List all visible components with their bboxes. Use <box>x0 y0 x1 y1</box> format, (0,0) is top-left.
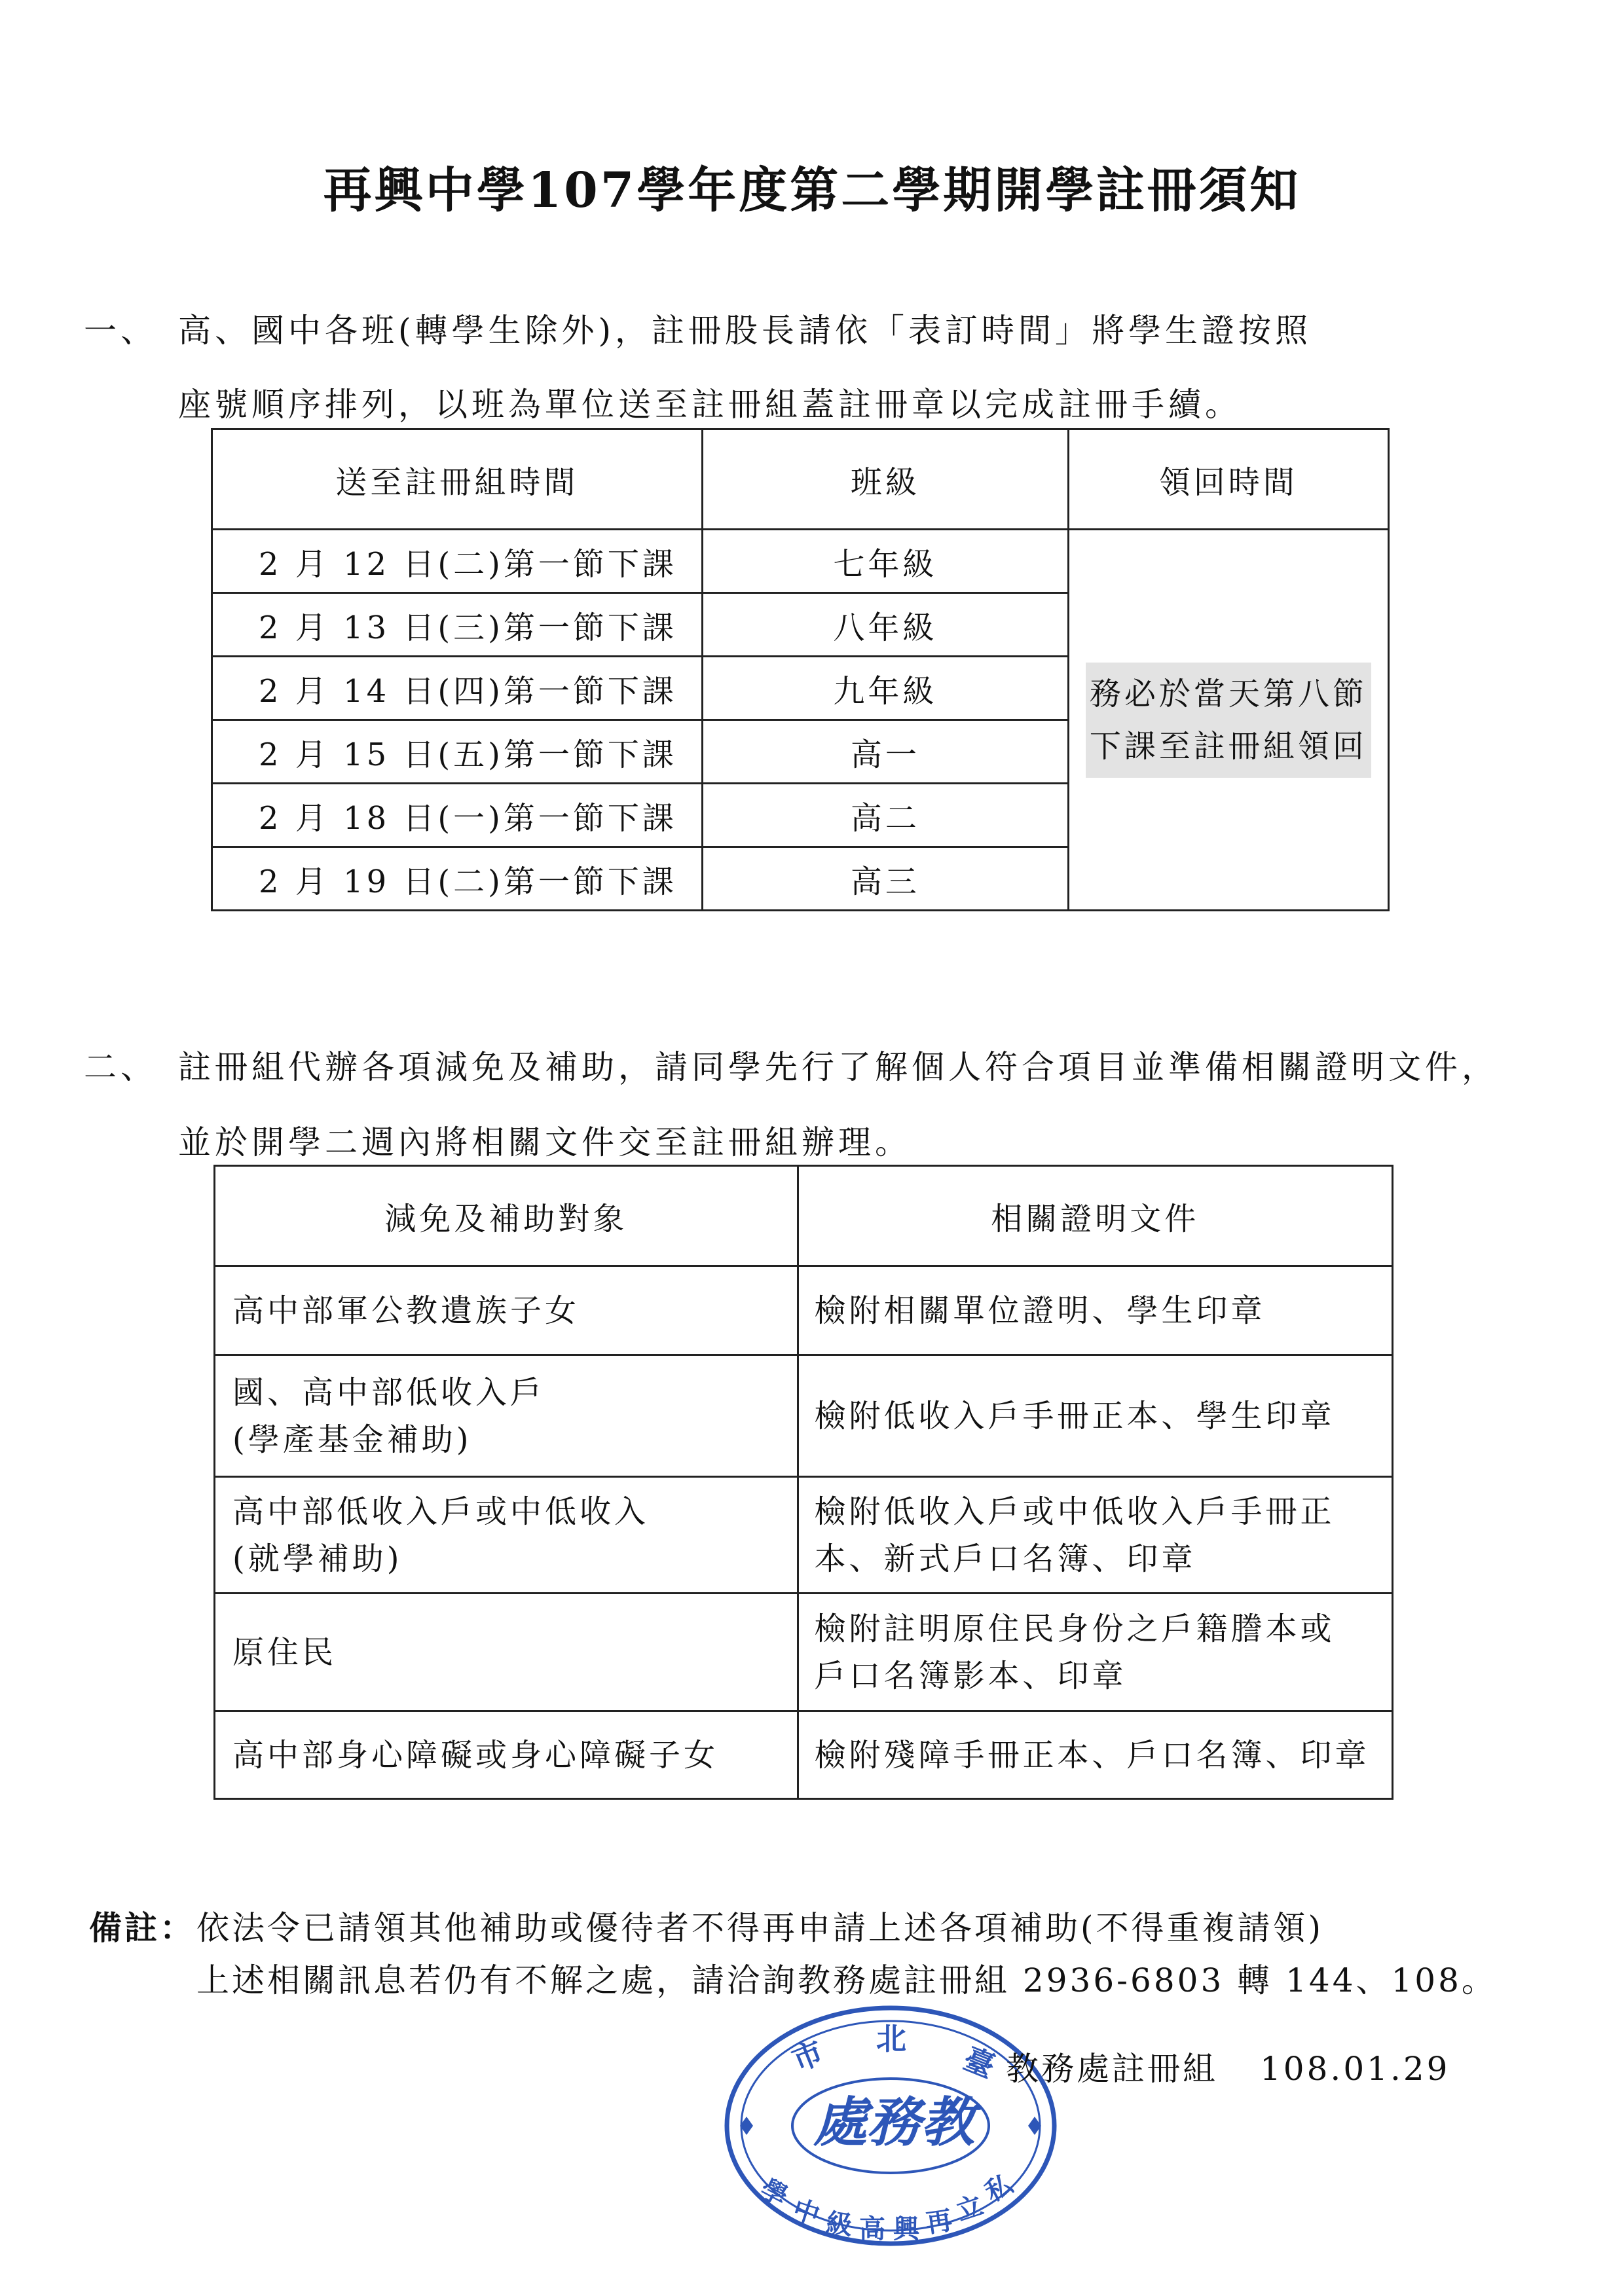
section2-number: 二、 <box>84 1048 157 1086</box>
row-documents <box>798 1711 1393 1799</box>
target-line2: (學產基金補助) <box>232 1421 472 1458</box>
target-line1: 高中部軍公教遺族子女 <box>232 1292 580 1329</box>
row-target <box>215 1594 798 1711</box>
row-documents <box>798 1355 1393 1477</box>
target-line1: 高中部低收入戶或中低收入 <box>232 1493 650 1530</box>
row-target <box>215 1711 798 1799</box>
row-target <box>215 1355 798 1477</box>
doc-line1: 檢附低收入戶或中低收入戶手冊正 <box>814 1493 1335 1530</box>
svg-text:處務教: 處務教 <box>813 2091 974 2154</box>
row-time: 2 月 14 日(四)第一節下課 <box>212 657 703 720</box>
target-line1: 國、高中部低收入戶 <box>232 1374 545 1411</box>
svg-text:中: 中 <box>788 2193 824 2231</box>
doc-line1: 檢附低收入戶手冊正本、學生印章 <box>814 1397 1335 1434</box>
page-title: 再興中學107學年度第二學期開學註冊須知 <box>323 162 1301 219</box>
section1-number: 一、 <box>84 312 157 350</box>
pickup-cell <box>1068 530 1388 911</box>
svg-text:私: 私 <box>980 2168 1018 2208</box>
header-grade: 班級 <box>702 429 1068 530</box>
signature-office: 教務處註冊組 <box>1006 2050 1218 2088</box>
svg-text:再: 再 <box>923 2204 955 2239</box>
pickup-note <box>1086 663 1371 778</box>
table-row <box>215 1266 1393 1355</box>
section2-line1: 註冊組代辦各項減免及補助，請同學先行了解個人符合項目並準備相關證明文件， <box>178 1048 1498 1086</box>
row-time: 2 月 15 日(五)第一節下課 <box>212 720 703 784</box>
row-target <box>215 1477 798 1594</box>
row-time: 2 月 12 日(二)第一節下課 <box>212 530 703 593</box>
registration-schedule-table <box>211 428 1390 911</box>
row-grade: 九年級 <box>702 657 1068 720</box>
row-time: 2 月 18 日(一)第一節下課 <box>212 784 703 847</box>
section2-line2: 並於開學二週內將相關文件交至註冊組辦理。 <box>178 1123 912 1161</box>
svg-text:立: 立 <box>952 2189 987 2227</box>
note-line1: 依法令已請領其他補助或優待者不得再申請上述各項補助(不得重複請領) <box>196 1909 1324 1947</box>
table-header-row <box>212 429 1389 530</box>
svg-text:高: 高 <box>859 2214 885 2244</box>
signature <box>1006 2043 1450 2090</box>
svg-text:學: 學 <box>755 2173 793 2213</box>
doc-line1: 檢附殘障手冊正本、戶口名簿、印章 <box>814 1736 1370 1774</box>
svg-text:臺: 臺 <box>958 2041 1000 2085</box>
official-seal <box>720 1998 1061 2253</box>
target-line1: 高中部身心障礙或身心障礙子女 <box>232 1736 719 1774</box>
note-label: 備註： <box>89 1908 195 1947</box>
doc-line2: 戶口名簿影本、印章 <box>814 1657 1127 1694</box>
doc-line2: 本、新式戶口名簿、印章 <box>814 1540 1196 1577</box>
row-documents <box>798 1594 1393 1711</box>
row-documents <box>798 1266 1393 1355</box>
header-documents: 相關證明文件 <box>798 1166 1393 1266</box>
row-grade: 八年級 <box>702 593 1068 657</box>
header-target: 減免及補助對象 <box>215 1166 798 1266</box>
svg-text:北: 北 <box>876 2021 906 2056</box>
header-pickup: 領回時間 <box>1068 429 1388 530</box>
table-row <box>212 530 1389 593</box>
row-grade: 高一 <box>702 720 1068 784</box>
table-header-row <box>215 1166 1393 1266</box>
row-grade: 高二 <box>702 784 1068 847</box>
row-time: 2 月 13 日(三)第一節下課 <box>212 593 703 657</box>
row-grade: 高三 <box>702 847 1068 911</box>
table-row <box>215 1477 1393 1594</box>
row-time: 2 月 19 日(二)第一節下課 <box>212 847 703 911</box>
svg-text:級: 級 <box>824 2207 855 2242</box>
table-row <box>215 1355 1393 1477</box>
doc-line1: 檢附相關單位證明、學生印章 <box>814 1292 1266 1329</box>
svg-text:興: 興 <box>893 2214 919 2244</box>
doc-line1: 檢附註明原住民身份之戶籍謄本或 <box>814 1610 1335 1647</box>
section1-line2: 座號順序排列，以班為單位送至註冊組蓋註冊章以完成註冊手續。 <box>178 386 1242 424</box>
target-line1: 原住民 <box>232 1633 337 1671</box>
svg-text:市: 市 <box>786 2033 828 2079</box>
section1-line1: 高、國中各班(轉學生除外)，註冊股長請依「表訂時間」將學生證按照 <box>178 312 1312 350</box>
table-row <box>215 1594 1393 1711</box>
target-line2: (就學補助) <box>232 1540 403 1577</box>
note-line2: 上述相關訊息若仍有不解之處，請洽詢教務處註冊組 2936-6803 轉 144、108。 <box>196 1961 1497 1999</box>
row-documents <box>798 1477 1393 1594</box>
row-grade: 七年級 <box>702 530 1068 593</box>
header-time: 送至註冊組時間 <box>212 429 703 530</box>
row-target <box>215 1266 798 1355</box>
signature-date: 108.01.29 <box>1260 2050 1450 2088</box>
pickup-line1: 務必於當天第八節 <box>1089 675 1367 712</box>
subsidy-table <box>213 1165 1393 1800</box>
pickup-line2: 下課至註冊組領回 <box>1089 727 1367 765</box>
table-row <box>215 1711 1393 1799</box>
